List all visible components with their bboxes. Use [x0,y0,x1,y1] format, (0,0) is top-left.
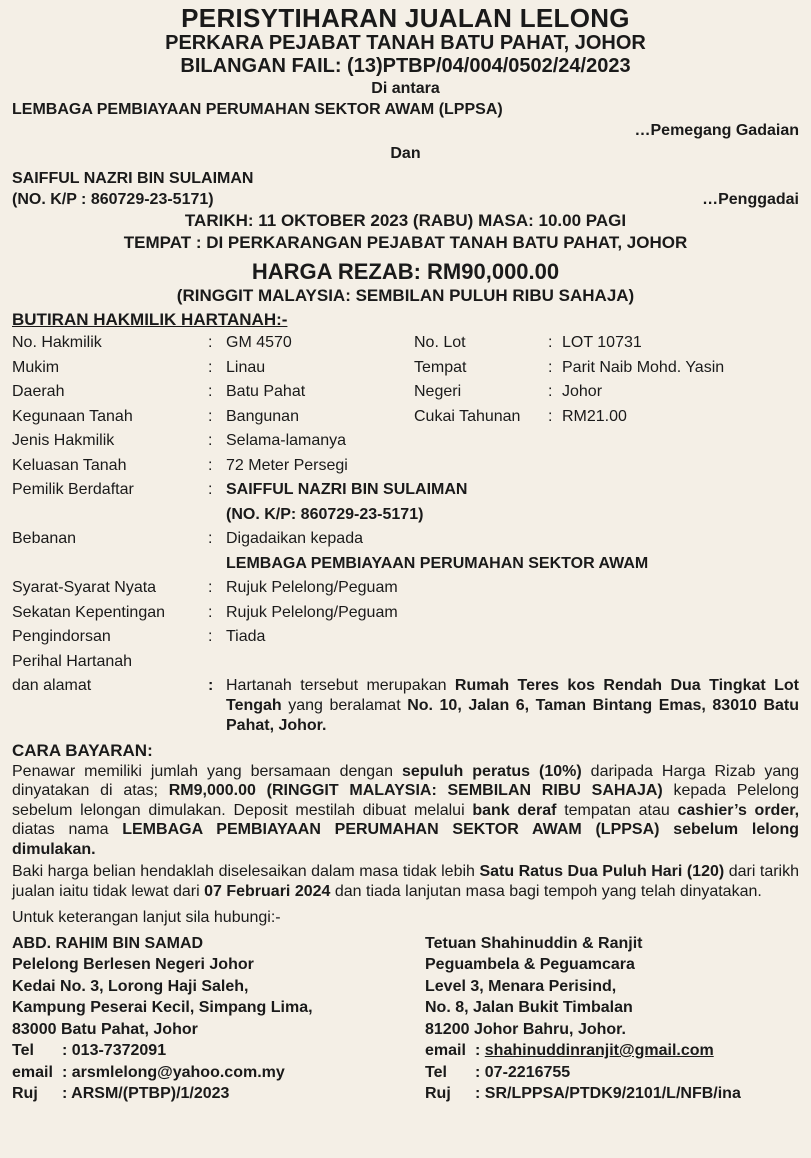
description-text-2: yang beralamat [281,696,408,714]
chargor-ic-row [12,189,799,210]
property-value: Batu Pahat [226,383,306,400]
balance-text-1: Baki harga belian hendaklah diselesaikan dalam masa tidak lebih [12,863,480,880]
land-office-subtitle: PERKARA PEJABAT TANAH BATU PAHAT, JOHOR [165,32,646,54]
payment-text-2: daripada Harga Rizab yang dinyatakan di atas; [12,762,800,799]
property-colon: : [208,407,213,425]
property-label-2: Negeri [414,383,462,400]
property-value: Bangunan [226,407,299,425]
property-colon: : [208,358,213,376]
lawyer-tel-label: Tel [425,1063,447,1081]
auctioneer-address-1: Kedai No. 3, Lorong Haji Saleh, [12,977,249,995]
encumbrance-colon: : [208,530,213,547]
chargee-role: …Pemegang Gadaian [634,122,799,139]
description-value [226,650,799,736]
property-row [12,429,799,454]
lawyer-ref-label: Ruj [425,1085,451,1102]
chargor-ic: (NO. K/P : 860729-23-5171) [12,191,214,208]
property-value: Linau [226,358,266,376]
payment-text-1: Penawar memiliki jumlah yang bersamaan dengan [12,762,402,780]
bank-draft: bank deraf [472,801,557,819]
between-label: Di antara [371,80,440,97]
lawyer-email [425,1040,799,1062]
reserve-price: HARGA REZAB: RM90,000.00 [251,259,560,284]
auctioneer-tel [12,1040,417,1062]
property-colon: : [208,383,213,400]
property-row [12,356,799,381]
property-label-2: Tempat [414,358,467,376]
restriction-value: Rujuk Pelelong/Peguam [226,603,398,621]
auctioneer-ref-value: : ARSM/(PTBP)/1/2023 [62,1085,230,1102]
property-colon: : [208,456,213,474]
owner-label: Pemilik Berdaftar [12,481,134,498]
encumbrance-value [226,527,799,576]
lawyer-ref-value: : SR/LPPSA/PTDK9/2101/L/NFB/ina [475,1085,741,1102]
property-row-description [12,650,799,736]
property-table [12,331,799,736]
property-row-restriction [12,601,799,626]
property-label: Mukim [12,358,60,376]
restriction-label: Sekatan Kepentingan [12,603,166,621]
property-colon-2: : [548,334,553,351]
chargee-name: LEMBAGA PEMBIAYAAN PERUMAHAN SEKTOR AWAM (LPPSA) [12,101,503,118]
chargor-role: …Penggadai [702,191,799,208]
description-label [12,650,208,736]
payment-text-4: tempatan atau [556,801,678,819]
contact-intro: Untuk keterangan lanjut sila hubungi:- [12,909,281,926]
property-value-2: RM21.00 [562,407,627,425]
encumbrance-line1: Digadaikan kepada [226,530,363,547]
express-value: Rujuk Pelelong/Peguam [226,579,398,596]
contacts [12,933,799,1105]
description-colon: : [208,677,214,694]
reserve-price-words: (RINGGIT MALAYSIA: SEMBILAN PULUH RIBU SAHAJA) [176,286,635,305]
lawyer-tel-value: : 07-2216755 [475,1063,571,1081]
auction-date-time: TARIKH: 11 OKTOBER 2023 (RABU) MASA: 10.00 PAGI [184,211,627,230]
lawyer-title: Peguambela & Peguamcara [425,956,635,973]
description-label-line2: dan alamat [12,677,92,694]
auctioneer-ref [12,1083,417,1105]
endorsement-value: Tiada [226,628,266,645]
auctioneer-address-2: Kampung Peserai Kecil, Simpang Lima, [12,999,313,1016]
auctioneer-block [12,933,417,1105]
property-label-2: No. Lot [414,334,466,351]
property-colon-2: : [548,383,553,400]
and-label: Dan [390,145,421,162]
encumbrance-label: Bebanan [12,530,77,547]
lawyer-ref [425,1083,799,1105]
description-label-line1: Perihal Hartanah [12,652,133,670]
property-empty-cell [414,454,799,479]
description-house-type: Rumah Teres kos Rendah Dua Tingkat Lot Tengah [226,676,799,714]
endorsement-label: Pengindorsan [12,628,111,645]
encumbrance-line2: LEMBAGA PEMBIAYAAN PERUMAHAN SEKTOR AWAM [226,554,649,572]
property-row-endorsement [12,625,799,650]
deposit-percent: sepuluh peratus (10%) [401,762,582,780]
property-heading: BUTIRAN HAKMILIK HARTANAH:- [12,310,288,329]
property-row-owner [12,478,799,527]
balance-text-2: dari tarikh jualan iaitu tidak lewat dari [12,863,800,900]
notice-title: PERISYTIHARAN JUALAN LELONG [181,3,630,33]
property-row-express [12,576,799,601]
property-value-2: LOT 10731 [562,334,642,351]
restriction-colon: : [208,603,213,621]
lawyer-email-link[interactable]: shahinuddinranjit@gmail.com [484,1042,714,1059]
payment-heading: CARA BAYARAN: [12,740,153,760]
balance-deadline: 07 Februari 2024 [204,882,331,900]
balance-text-3: dan tiada lanjutan masa bagi tempoh yang telah dinyatakan. [330,882,762,900]
lawyer-address-1: Level 3, Menara Perisind, [425,977,617,995]
owner-value [226,478,799,527]
auction-venue: TEMPAT : DI PERKARANGAN PEJABAT TANAH BATU PAHAT, JOHOR [123,233,688,252]
property-row [12,405,799,430]
property-colon: : [208,334,213,351]
payment-paragraph-2 [12,862,799,901]
property-value: 72 Meter Persegi [226,456,348,474]
payment-paragraph-1 [12,762,799,860]
lawyer-tel [425,1062,799,1084]
property-value: GM 4570 [226,334,292,351]
lawyer-name: Tetuan Shahinuddin & Ranjit [425,934,643,952]
description-address: No. 10, Jalan 6, Taman Bintang Emas, 83010 Batu Pahat, Johor. [226,696,799,734]
endorsement-colon: : [208,628,213,645]
lawyer-address-3: 81200 Johor Bahru, Johor. [425,1020,626,1038]
property-label: Kegunaan Tanah [12,407,133,425]
owner-name: SAIFFUL NAZRI BIN SULAIMAN [226,481,468,498]
payment-text-5: diatas nama [12,821,123,838]
owner-colon: : [208,481,213,498]
file-number: BILANGAN FAIL: (13)PTBP/04/004/0502/24/2023 [180,55,631,77]
property-label: Jenis Hakmilik [12,432,115,449]
express-colon: : [208,579,213,596]
description-text-1: Hartanah tersebut merupakan [226,676,455,694]
property-empty-cell [414,429,799,454]
lawyer-email-label: email [425,1042,466,1059]
property-label: Daerah [12,383,65,400]
balance-period: Satu Ratus Dua Puluh Hari (120) [479,863,725,880]
property-row-encumbrance [12,527,799,576]
property-row [12,454,799,479]
auctioneer-email-value: : arsmlelong@yahoo.com.my [62,1063,285,1081]
auctioneer-email [12,1062,417,1084]
deposit-amount: RM9,000.00 (RINGGIT MALAYSIA: SEMBILAN RIBU SAHAJA) [168,782,663,799]
payment-text-3: kepada Pelelong sebelum lelongan dimulakan. Deposit mestilah dibuat melalui [12,782,799,819]
property-value-2: Parit Naib Mohd. Yasin [562,358,725,376]
auctioneer-address-3: 83000 Batu Pahat, Johor [12,1020,198,1038]
auctioneer-title: Pelelong Berlesen Negeri Johor [12,956,254,973]
express-label: Syarat-Syarat Nyata [12,579,157,596]
property-colon-2: : [548,358,553,376]
property-label-2: Cukai Tahunan [414,407,521,425]
property-value: Selama-lamanya [226,432,347,449]
cashiers-order: cashier’s order, [677,801,800,819]
payee-name: LEMBAGA PEMBIAYAAN PERUMAHAN SEKTOR AWAM (LPPSA) sebelum lelong dimulakan. [12,821,800,858]
auctioneer-ref-label: Ruj [12,1085,38,1102]
auctioneer-email-label: email [12,1063,53,1081]
property-colon-2: : [548,407,553,425]
property-value-2: Johor [562,383,603,400]
owner-ic: (NO. K/P: 860729-23-5171) [226,505,424,523]
auctioneer-tel-label: Tel [12,1042,34,1059]
chargor-name: SAIFFUL NAZRI BIN SULAIMAN [12,170,254,187]
lawyer-block [425,933,799,1105]
lawyer-email-colon: : [475,1042,485,1059]
property-label: No. Hakmilik [12,334,102,351]
property-row [12,331,799,356]
property-colon: : [208,432,213,449]
property-label: Keluasan Tanah [12,456,127,474]
auctioneer-tel-value: : 013-7372091 [62,1042,167,1059]
property-row [12,380,799,405]
lawyer-address-2: No. 8, Jalan Bukit Timbalan [425,999,633,1016]
auctioneer-name: ABD. RAHIM BIN SAMAD [12,934,204,952]
